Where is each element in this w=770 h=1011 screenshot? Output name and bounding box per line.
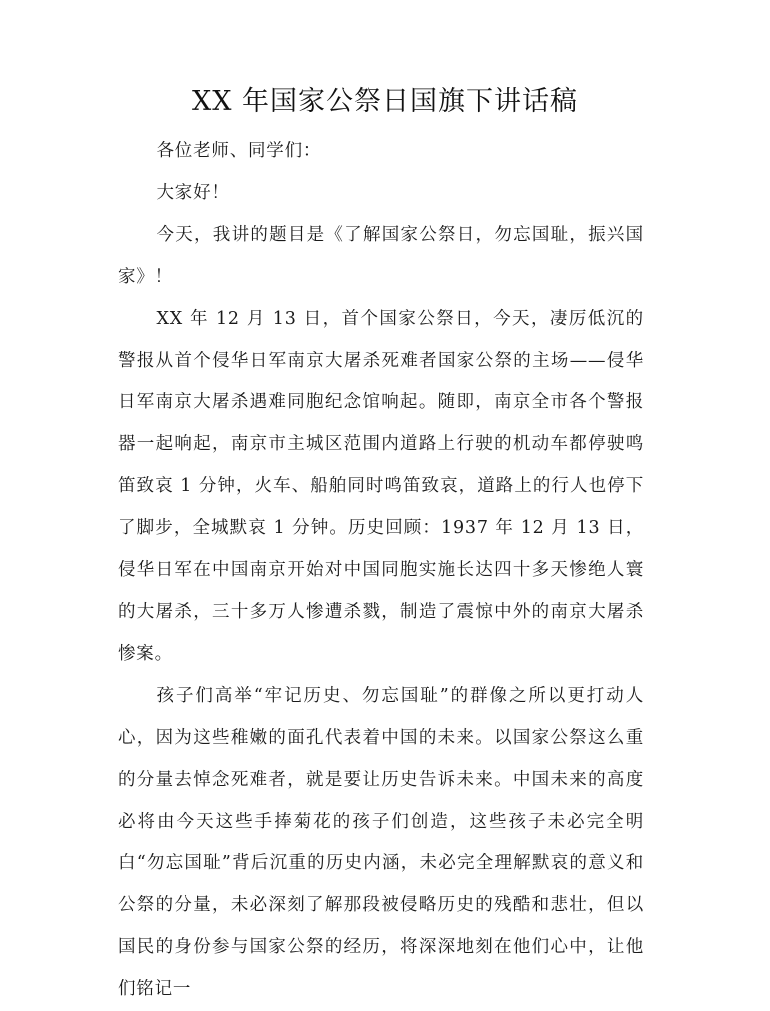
- paragraph-children: 孩子们高举“牢记历史、勿忘国耻”的群像之所以更打动人心，因为这些稚嫩的面孔代表着中国的未来。以国家公祭这么重的分量去悼念死难者，就是要让历史告诉未来。中国未来的高度必将由今天这些手捧菊花的孩子们创造，这些孩子未必完全明白“勿忘国耻”背后沉重的历史内涵，未必完全理解默哀的意义和公祭的分量，未必深刻了解那段被侵略历史的残酷和悲壮，但以国民的身份参与国家公祭的经历，将深深地刻在他们心中，让他们铭记一: [118, 685, 644, 1000]
- paragraph-hello: 大家好！: [156, 182, 230, 203]
- paragraph-greeting: 各位老师、同学们：: [156, 141, 322, 161]
- document-body: [118, 131, 644, 1011]
- document-title: XX 年国家公祭日国旗下讲话稿: [191, 86, 579, 117]
- paragraph-topic: 今天，我讲的题目是《了解国家公祭日，勿忘国耻，振兴国家》！: [118, 224, 644, 287]
- paragraph-history: XX 年 12 月 13 日，首个国家公祭日，今天，凄厉低沉的警报从首个侵华日军南京大屠杀死难者国家公祭的主场——侵华日军南京大屠杀遇难同胞纪念馆响起。随即，南京全市各个警报器一起响起，南京市主城区范围内道路上行驶的机动车都停驶鸣笛致哀 1 分钟，火车、船舶同时鸣笛致哀，道路上的行人也停下了脚步，全城默哀 1 分钟。历史回顾：1937 年 12 月 13 日，侵华日军在中国南京开始对中国同胞实施长达四十多天惨绝人寰的大屠杀，三十多万人惨遭杀戮，制造了震惊中外的南京大屠杀惨案。: [118, 308, 644, 664]
